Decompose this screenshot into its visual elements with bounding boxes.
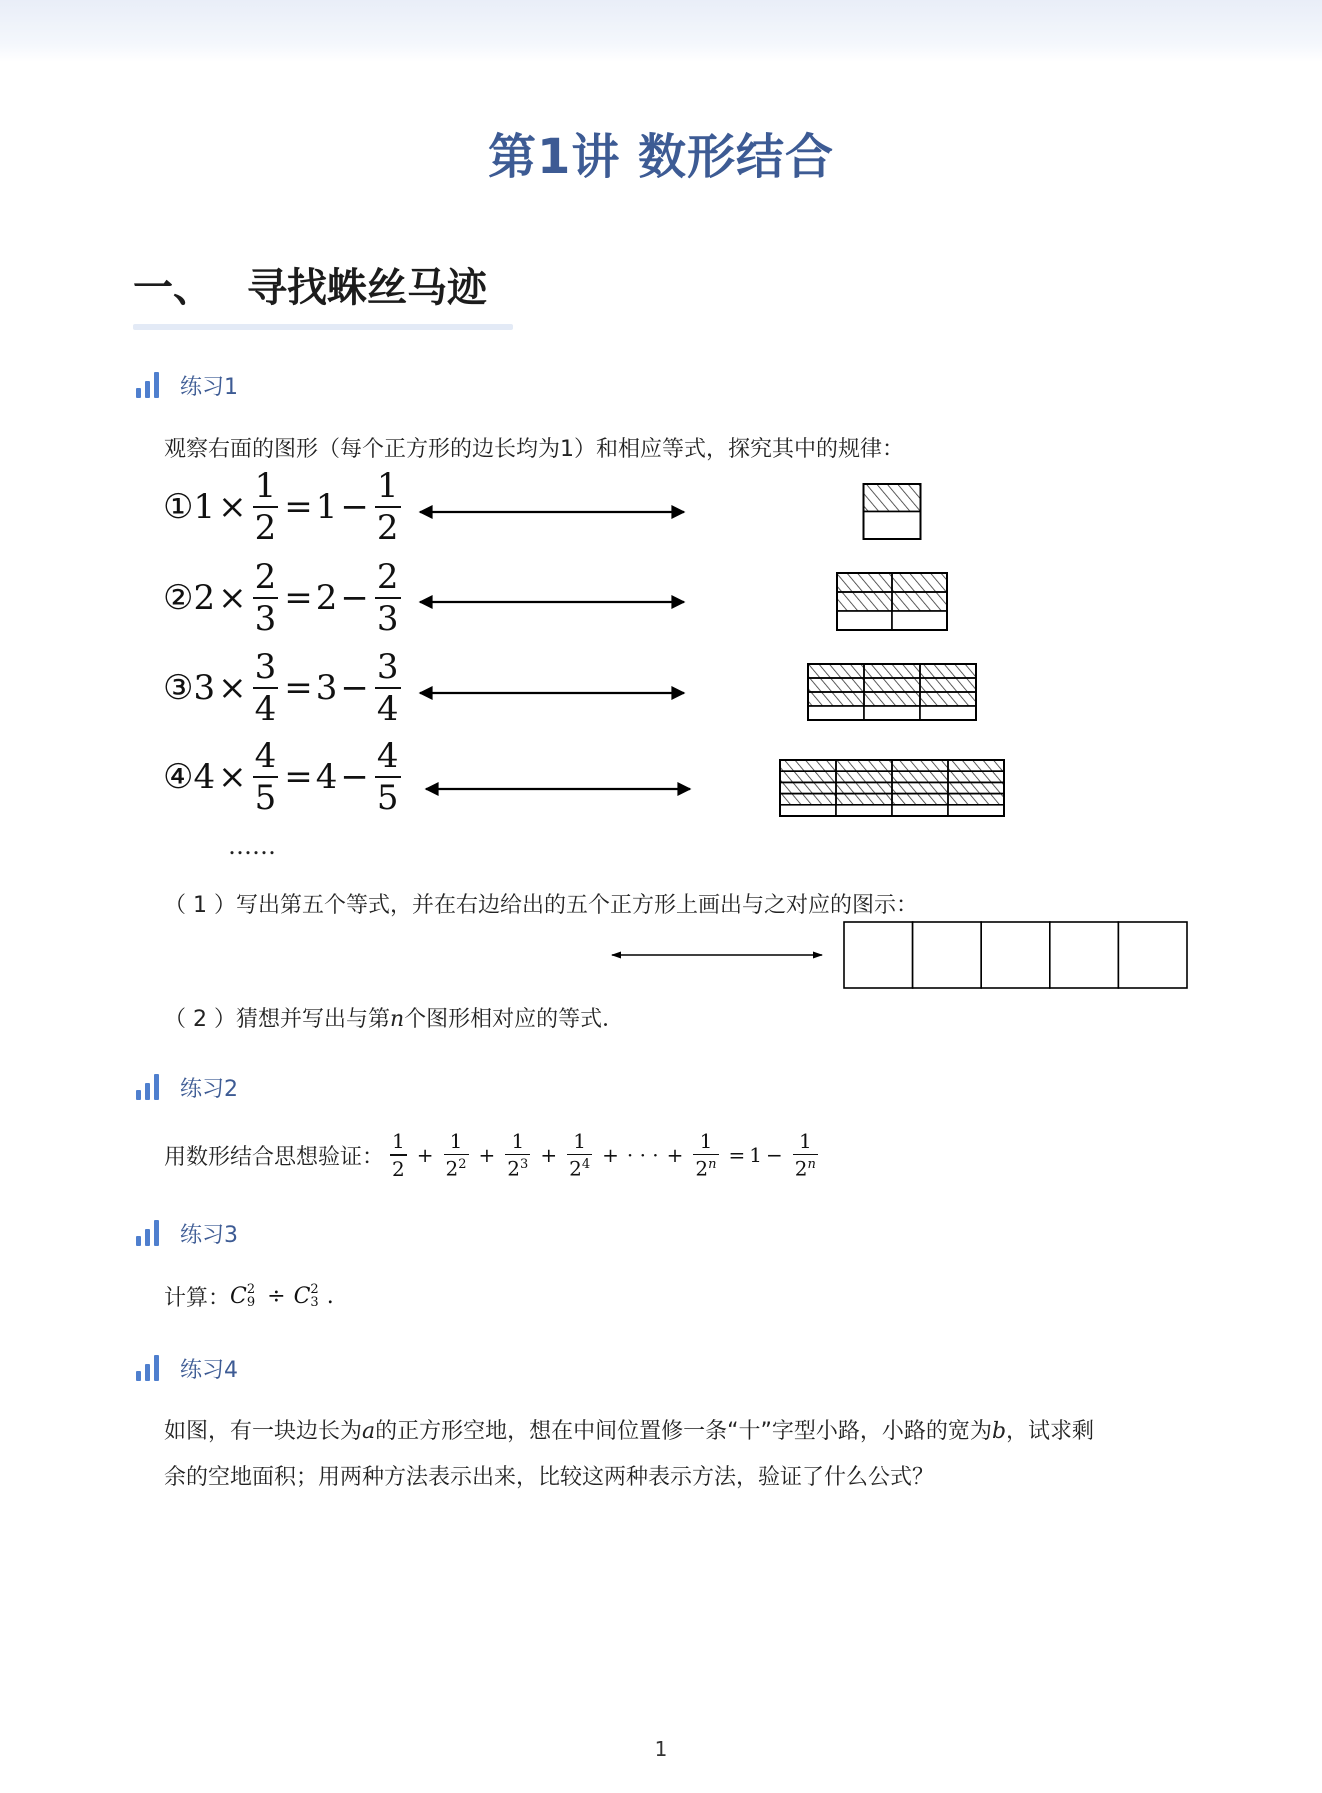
figure-2-squares	[837, 573, 947, 630]
page-number: 1	[654, 1737, 668, 1761]
figure-3-squares	[808, 664, 976, 720]
blank-square	[1118, 922, 1187, 988]
exercise-2-label: 练习2	[136, 1072, 238, 1102]
variable-a: a	[362, 1419, 376, 1444]
shaded-cell	[780, 760, 836, 771]
shaded-cell	[808, 678, 864, 692]
equation-marker: ④	[163, 757, 194, 797]
fraction: $\frac{2}{3}$	[376, 557, 399, 639]
shaded-cell	[808, 664, 864, 678]
equation-4: ④ 4 × $\frac{4}{5}$ = 4 − $\frac{4}{5}$	[163, 736, 399, 818]
unshaded-cell	[780, 805, 836, 816]
unshaded-cell	[892, 805, 948, 816]
fraction: $\frac{4}{5}$	[254, 736, 277, 818]
section-title: 寻找蛛丝马迹	[247, 265, 487, 311]
unshaded-cell	[808, 706, 864, 720]
shaded-cell	[837, 573, 892, 592]
unshaded-cell	[920, 706, 976, 720]
shaded-cell	[837, 592, 892, 611]
shaded-cell	[780, 794, 836, 805]
question-1: （ 1 ）写出第五个等式，并在右边给出的五个正方形上画出与之对应的图示：	[164, 893, 918, 918]
equation-k: 1	[193, 487, 216, 527]
exercise-3-label: 练习3	[136, 1218, 238, 1248]
ellipsis: ……	[228, 832, 276, 860]
exercise-3-statement: 计算： C 2 9 ÷ C 2 3 .	[164, 1282, 334, 1311]
document-title: 第1讲 数形结合	[487, 129, 835, 185]
series-formula: $\frac{1}{2}$ + $\frac{1}{2^2}$ + $\frac{1}{2^3}$ + $\frac{1}{2^4}$ + · · · + $\frac{1}{2^n}$ = 1 − $\frac{1}{2^n}$	[392, 1128, 816, 1182]
bar-chart-icon	[136, 1355, 166, 1381]
shaded-cell	[892, 782, 948, 793]
unshaded-cell	[948, 805, 1004, 816]
unshaded-cell	[836, 805, 892, 816]
exercise-1-label: 练习1	[136, 370, 238, 400]
exercise-2-statement: 用数形结合思想验证： $\frac{1}{2}$ + $\frac{1}{2^2}$ + $\frac{1}{2^3}$ + $\frac{1}{2^4}$ + · · · + $\frac{1}{2^n}$ = 1 − $\frac{1}{2^n}$	[164, 1120, 824, 1190]
equation-2: ② 2 × $\frac{2}{3}$ = 2 − $\frac{2}{3}$	[163, 557, 399, 639]
figure-1-squares	[864, 484, 921, 539]
shaded-cell	[808, 692, 864, 706]
shaded-cell	[892, 794, 948, 805]
fraction: $\frac{3}{4}$	[376, 647, 399, 729]
figure-4-squares	[780, 760, 1004, 816]
equation-k: 4	[193, 757, 216, 797]
shaded-cell	[780, 771, 836, 782]
question-2: （ 2 ）猜想并写出与第n个图形相对应的等式．	[164, 1007, 625, 1032]
shaded-cell	[948, 782, 1004, 793]
equation-1: ① 1 × $\frac{1}{2}$ = 1 − $\frac{1}{2}$	[163, 466, 399, 548]
shaded-cell	[836, 794, 892, 805]
exercise-1-intro: 观察右面的图形（每个正方形的边长均为1）和相应等式，探究其中的规律：	[164, 437, 904, 462]
shaded-cell	[780, 782, 836, 793]
fraction: $\frac{2}{3}$	[254, 557, 277, 639]
fraction: $\frac{4}{5}$	[376, 736, 399, 818]
blank-square	[913, 922, 982, 988]
variable-b: b	[991, 1419, 1007, 1444]
exercise-4-line-1: 如图，有一块边长为a的正方形空地，想在中间位置修一条“十”字型小路，小路的宽为b，试求剩	[164, 1419, 1095, 1444]
unshaded-cell	[837, 611, 892, 630]
shaded-cell	[836, 760, 892, 771]
equation-k: 3	[193, 668, 216, 708]
blank-square	[1050, 922, 1119, 988]
shaded-cell	[892, 573, 947, 592]
shaded-cell	[920, 664, 976, 678]
shaded-cell	[948, 760, 1004, 771]
equation-3: ③ 3 × $\frac{3}{4}$ = 3 − $\frac{3}{4}$	[163, 647, 399, 729]
shaded-cell	[864, 692, 920, 706]
unshaded-cell	[864, 706, 920, 720]
fraction: $\frac{3}{4}$	[254, 647, 277, 729]
exercise-4-label: 练习4	[136, 1353, 238, 1383]
fraction: $\frac{1}{2}$	[254, 466, 277, 548]
unshaded-cell	[864, 512, 921, 540]
shaded-cell	[836, 771, 892, 782]
equation-marker: ②	[163, 578, 194, 618]
equation-k: 2	[193, 578, 216, 618]
bar-chart-icon	[136, 1074, 166, 1100]
bar-chart-icon	[136, 1220, 166, 1246]
variable-n: n	[389, 1007, 405, 1032]
shaded-cell	[892, 771, 948, 782]
shaded-cell	[948, 794, 1004, 805]
shaded-cell	[836, 782, 892, 793]
shaded-cell	[948, 771, 1004, 782]
exercise-4-line-2: 余的空地面积；用两种方法表示出来，比较这两种表示方法，验证了什么公式？	[164, 1465, 935, 1490]
blank-square	[981, 922, 1050, 988]
equation-marker: ①	[163, 487, 194, 527]
blank-squares-row	[844, 922, 1187, 988]
shaded-cell	[892, 592, 947, 611]
shaded-cell	[920, 678, 976, 692]
equation-marker: ③	[163, 668, 194, 708]
fraction: $\frac{1}{2}$	[376, 466, 399, 548]
shaded-cell	[892, 760, 948, 771]
shaded-cell	[920, 692, 976, 706]
shaded-cell	[864, 678, 920, 692]
blank-square	[844, 922, 913, 988]
combination-expression: C 2 9 ÷ C 2 3 .	[230, 1282, 334, 1310]
section-number: 一、	[133, 265, 213, 311]
unshaded-cell	[892, 611, 947, 630]
shaded-cell	[864, 484, 921, 512]
shaded-cell	[864, 664, 920, 678]
